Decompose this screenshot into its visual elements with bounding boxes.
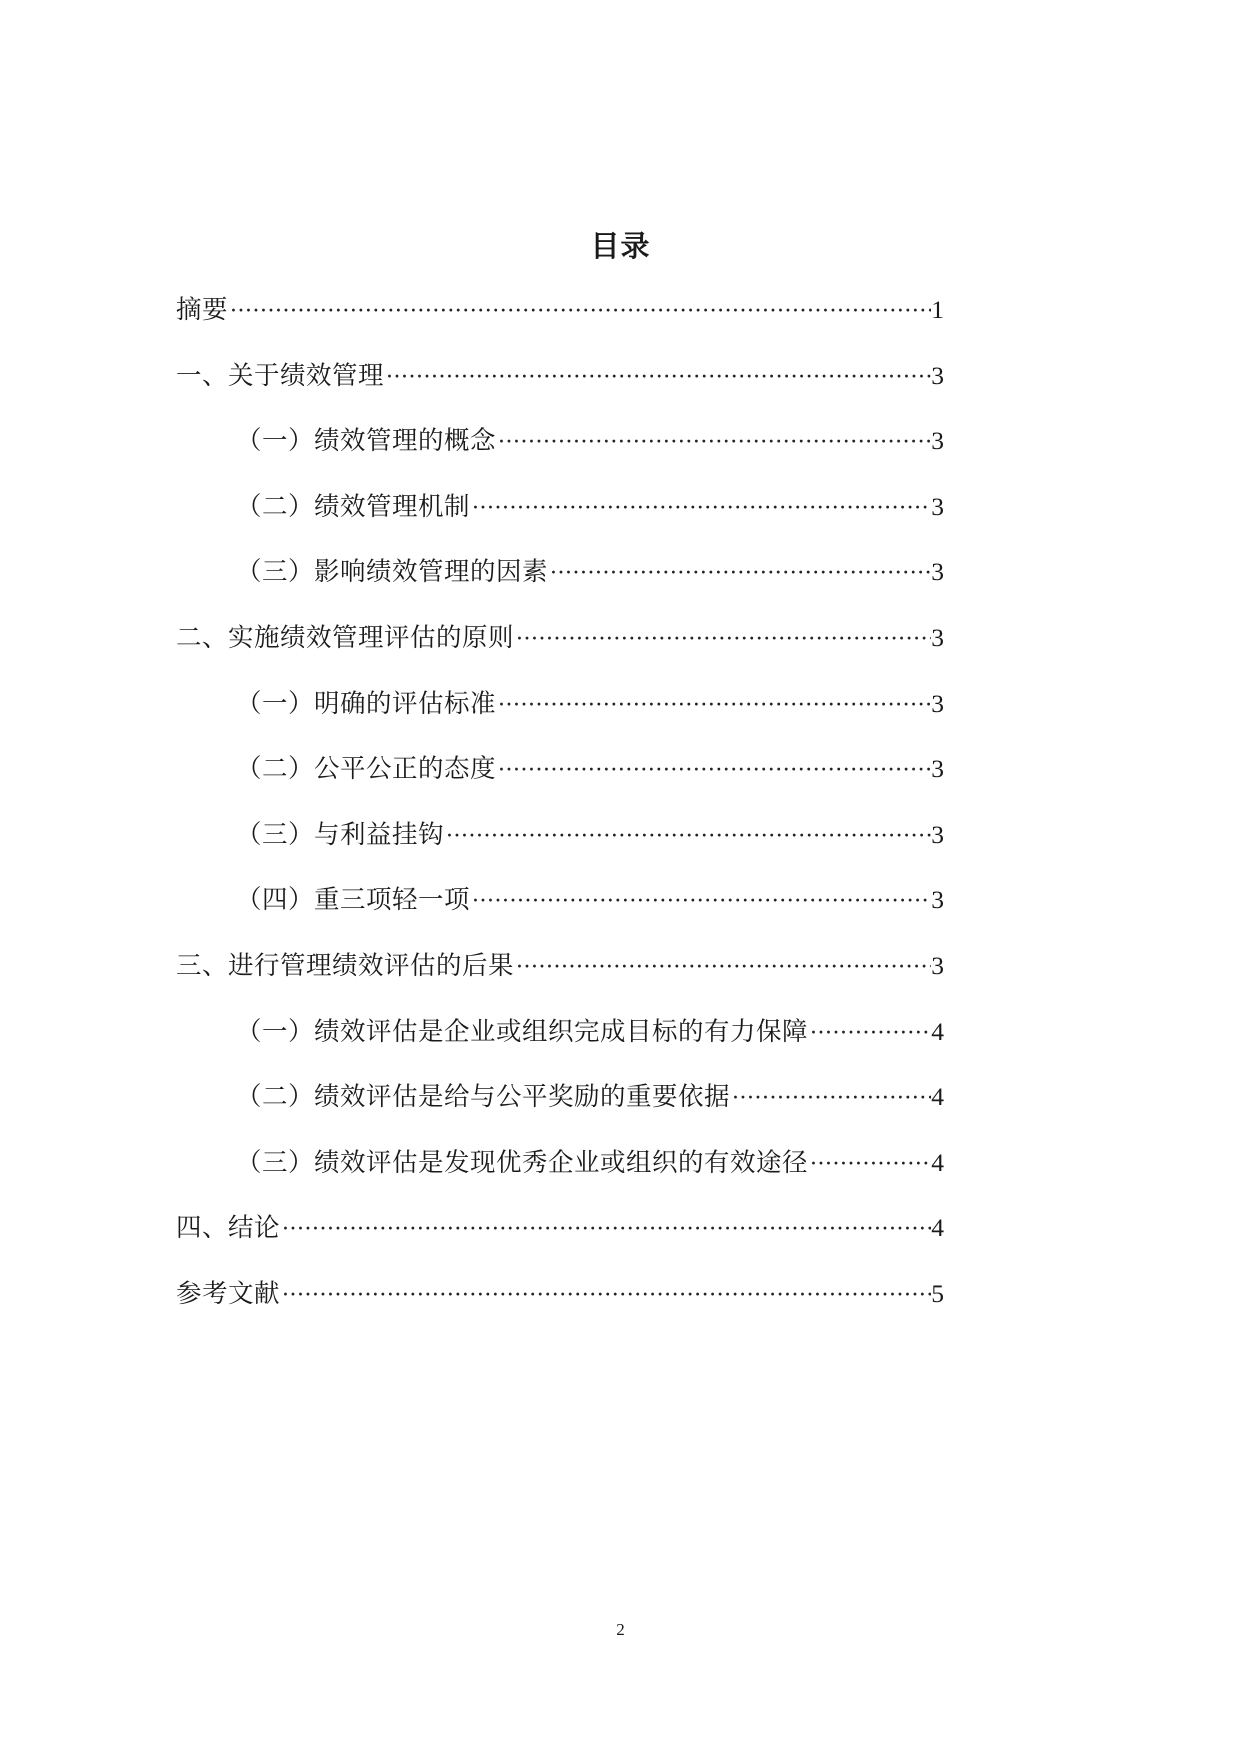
toc-entry-page: 4 [931,1213,944,1242]
toc-entry-text: （二）绩效管理机制 [236,492,471,522]
toc-entry-page: 5 [931,1279,944,1308]
toc-dot-leader [280,1213,931,1247]
toc-entry[interactable] [236,883,944,917]
toc-dot-leader [496,689,931,723]
toc-dot-leader [470,492,931,526]
toc-title: 目录 [590,229,651,263]
toc-dot-leader [280,1279,931,1313]
toc-entry-text: 二、实施绩效管理评估的原则 [176,623,515,653]
toc-entry[interactable] [236,490,944,524]
toc-dot-leader [444,820,931,854]
toc-entry-page: 3 [931,492,944,521]
toc-entry-page: 4 [931,1082,944,1111]
toc-entry[interactable] [236,555,944,589]
toc-dot-leader [384,361,931,395]
toc-entry[interactable] [236,752,944,786]
toc-entry-text: 三、进行管理绩效评估的后果 [176,951,515,981]
toc-entry-page: 3 [931,820,944,849]
toc-dot-leader [730,1082,931,1116]
toc-entry-text: （三）影响绩效管理的因素 [236,557,549,587]
toc-dot-leader [808,1017,931,1051]
toc-entry-page: 3 [931,361,944,390]
toc-entry[interactable] [236,424,944,458]
toc-entry-page: 3 [931,754,944,783]
toc-entry[interactable] [176,621,944,655]
toc-entry[interactable] [176,949,944,983]
toc-entry-text: 一、关于绩效管理 [176,361,385,391]
toc-entry[interactable] [236,1080,944,1114]
toc-dot-leader [496,754,931,788]
toc-entry-text: （一）明确的评估标准 [236,689,497,719]
toc-dot-leader [228,295,931,329]
toc-entry[interactable] [236,1146,944,1180]
toc-entry-text: 参考文献 [176,1279,281,1309]
toc-dot-leader [496,426,931,460]
toc-entry-text: （四）重三项轻一项 [236,885,471,915]
toc-entry-page: 3 [931,557,944,586]
toc-entry-page: 3 [931,689,944,718]
toc-entry-page: 3 [931,623,944,652]
toc-dot-leader [808,1148,931,1182]
toc-entry-page: 4 [931,1148,944,1177]
toc-entry[interactable] [236,818,944,852]
toc-dot-leader [514,623,931,657]
toc-entry-page: 3 [931,885,944,914]
toc-entry[interactable] [236,687,944,721]
toc-entry[interactable] [176,1211,944,1245]
toc-dot-leader [514,951,931,985]
toc-entry-page: 1 [931,295,944,324]
toc-entry-page: 4 [931,1017,944,1046]
toc-entry-text: （三）与利益挂钩 [236,820,445,850]
page-number: 2 [616,1620,625,1639]
toc-entry-text: （二）绩效评估是给与公平奖励的重要依据 [236,1082,731,1112]
toc-entry-text: （二）公平公正的态度 [236,754,497,784]
toc-dot-leader [470,885,931,919]
toc-entry-text: （三）绩效评估是发现优秀企业或组织的有效途径 [236,1148,809,1178]
toc-entry-text: 四、结论 [176,1213,281,1243]
toc-entry[interactable] [176,359,944,393]
toc-dot-leader [548,557,931,591]
toc-entry[interactable] [176,1277,944,1311]
toc-entry-text: 摘要 [176,295,229,325]
toc-entry-text: （一）绩效评估是企业或组织完成目标的有力保障 [236,1017,809,1047]
toc-entry[interactable] [236,1015,944,1049]
toc-entry[interactable] [176,293,944,327]
toc-entry-page: 3 [931,426,944,455]
toc-entry-text: （一）绩效管理的概念 [236,426,497,456]
toc-entry-page: 3 [931,951,944,980]
